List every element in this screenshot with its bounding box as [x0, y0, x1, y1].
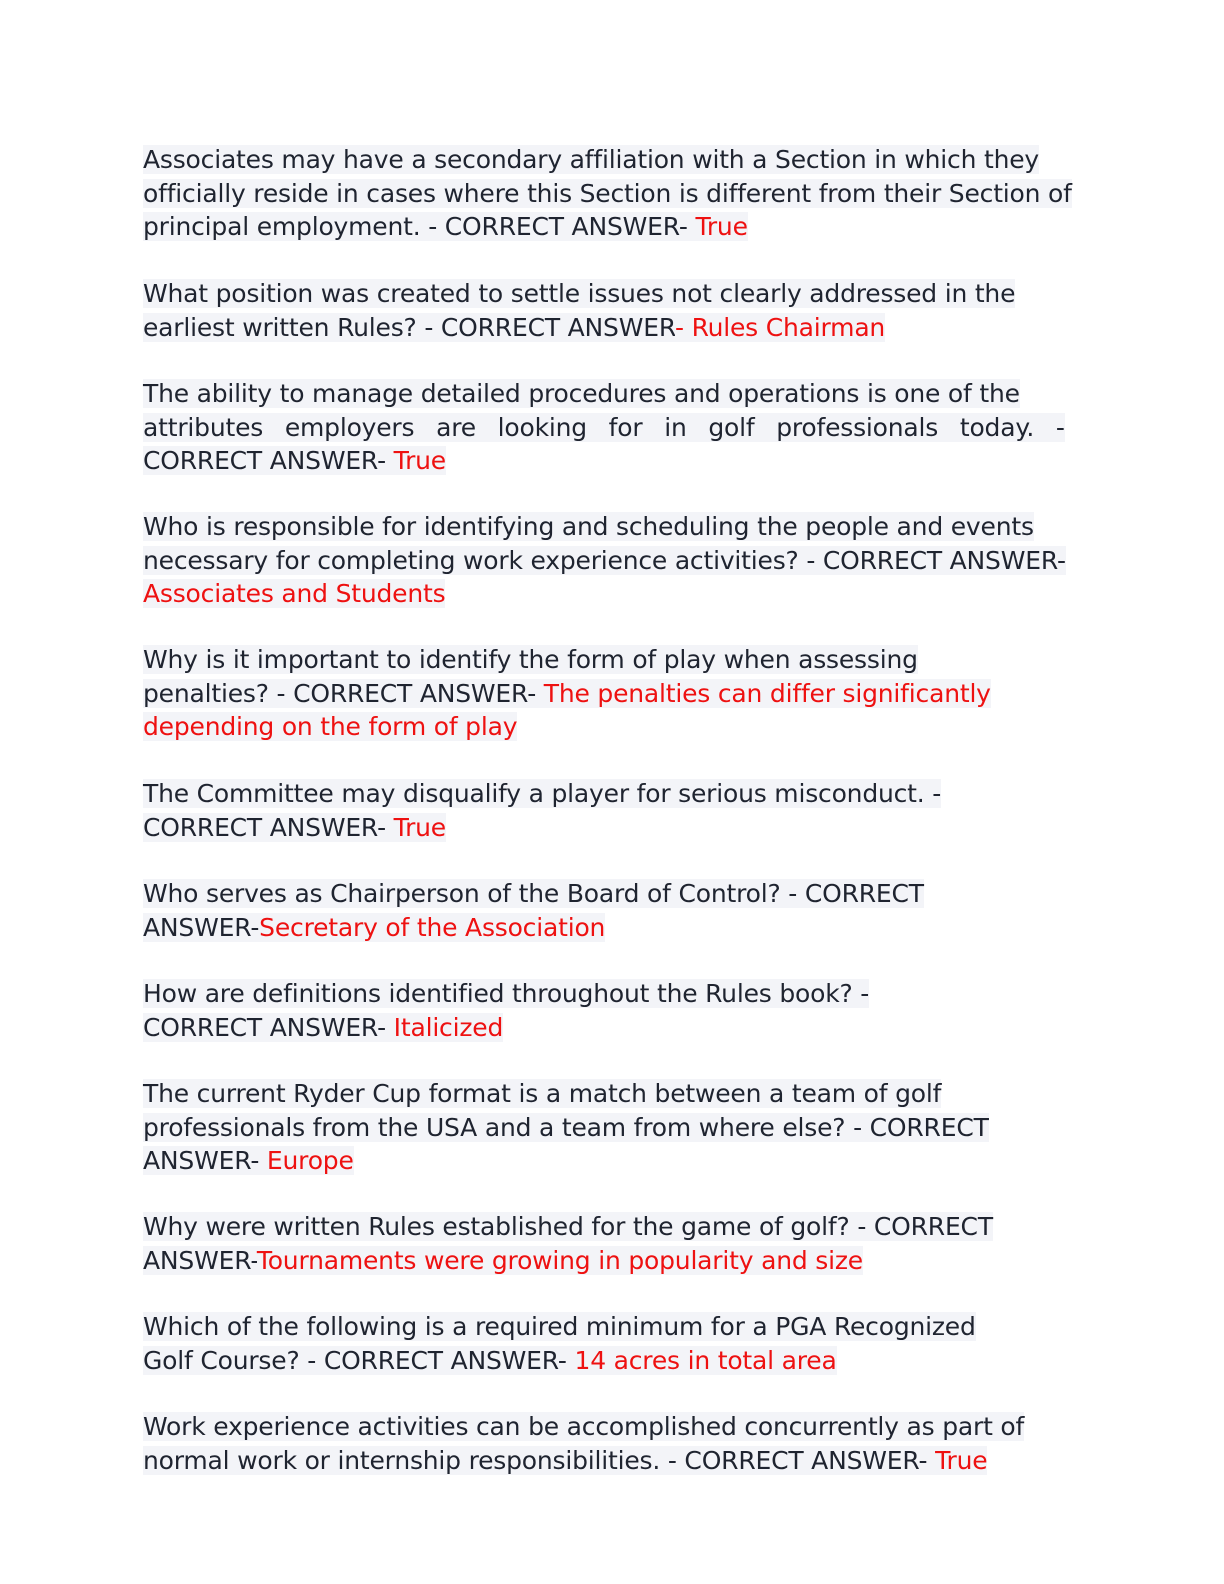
question-text: earliest written Rules? - CORRECT ANSWER: [143, 312, 675, 342]
qa-item-6: [143, 777, 941, 844]
answer-text: Associates and Students: [143, 579, 446, 608]
answer-text: True: [935, 1445, 988, 1475]
qa-item-12: [143, 1410, 1024, 1477]
question-text: Why were written Rules established for the game of golf? - CORRECT: [143, 1212, 993, 1241]
question-text: The Committee may disqualify a player for serious misconduct. -: [143, 779, 942, 808]
question-text: officially reside in cases where this Section is different from their Section of: [143, 178, 1072, 208]
question-text: CORRECT ANSWER-: [143, 812, 394, 842]
qa-item-10: [143, 1210, 993, 1277]
qa-line: [143, 544, 1066, 578]
question-text: principal employment. - CORRECT ANSWER-: [143, 212, 696, 241]
qa-line: [143, 710, 991, 744]
qa-line: [143, 1011, 869, 1045]
qa-line: [143, 510, 1066, 544]
question-text: Golf Course? - CORRECT ANSWER-: [143, 1345, 575, 1375]
qa-line: [143, 911, 924, 945]
question-text: attributes employers are looking for in golf professionals today. -: [143, 412, 1065, 442]
answer-text: depending on the form of play: [143, 712, 518, 741]
answer-text: True: [695, 212, 748, 241]
answer-text: The penalties can differ significantly: [543, 678, 991, 708]
answer-text: Secretary of the Association: [259, 912, 606, 942]
qa-line: [143, 1077, 989, 1111]
question-text: penalties? - CORRECT ANSWER-: [143, 678, 544, 708]
question-text: ANSWER-: [143, 1245, 257, 1275]
qa-item-4: [143, 510, 1066, 611]
qa-item-9: [143, 1077, 989, 1178]
qa-line: [143, 177, 1072, 211]
qa-item-1: [143, 143, 1072, 244]
qa-item-3: [143, 377, 1065, 478]
question-text: normal work or internship responsibilities. - CORRECT ANSWER-: [143, 1445, 936, 1475]
qa-item-7: [143, 877, 924, 944]
question-text: The ability to manage detailed procedures and operations is one of the: [143, 379, 1020, 408]
question-text: How are definitions identified throughout the Rules book? -: [143, 979, 870, 1008]
question-text: CORRECT ANSWER-: [143, 446, 394, 475]
question-text: Work experience activities can be accomplished concurrently as part of: [143, 1412, 1025, 1441]
question-text: Associates may have a secondary affiliation with a Section in which they: [143, 145, 1040, 174]
question-text: CORRECT ANSWER-: [143, 1012, 394, 1042]
qa-line: [143, 1310, 976, 1344]
qa-line: [143, 1410, 1024, 1444]
qa-line: [143, 677, 991, 711]
qa-line: [143, 643, 991, 677]
question-text: Who serves as Chairperson of the Board of Control? - CORRECT: [143, 879, 924, 908]
question-text: professionals from the USA and a team from where else? - CORRECT: [143, 1112, 989, 1142]
answer-text: True: [393, 812, 446, 842]
qa-line: [143, 143, 1072, 177]
qa-line: [143, 1144, 989, 1178]
qa-item-11: [143, 1310, 976, 1377]
qa-line: [143, 277, 1015, 311]
qa-line: [143, 210, 1072, 244]
qa-line: [143, 1444, 1024, 1478]
qa-line: [143, 1344, 976, 1378]
question-text: ANSWER-: [143, 1146, 267, 1175]
answer-text: 14 acres in total area: [574, 1345, 837, 1375]
qa-line: [143, 1244, 993, 1278]
qa-line: [143, 311, 1015, 345]
question-text: Why is it important to identify the form of play when assessing: [143, 645, 918, 674]
qa-line: [143, 1210, 993, 1244]
qa-item-8: [143, 977, 869, 1044]
qa-line: [143, 877, 924, 911]
qa-line: [143, 811, 941, 845]
question-text: necessary for completing work experience activities? - CORRECT ANSWER-: [143, 545, 1066, 575]
qa-line: [143, 411, 1065, 445]
question-text: Which of the following is a required minimum for a PGA Recognized: [143, 1312, 976, 1341]
qa-line: [143, 1111, 989, 1145]
question-text: The current Ryder Cup format is a match between a team of golf: [143, 1079, 942, 1108]
answer-text: Italicized: [393, 1012, 504, 1042]
question-text: ANSWER-: [143, 912, 260, 942]
answer-text: - Rules Chairman: [675, 312, 886, 342]
qa-line: [143, 377, 1031, 411]
answer-text: Tournaments were growing in popularity and size: [256, 1245, 863, 1275]
qa-item-5: [143, 643, 991, 744]
qa-line: [143, 777, 941, 811]
qa-line: [143, 977, 869, 1011]
qa-item-2: [143, 277, 1015, 344]
answer-text: True: [393, 446, 446, 475]
qa-line: [143, 444, 1065, 478]
qa-line: [143, 577, 1066, 611]
answer-text: Europe: [266, 1146, 354, 1175]
question-text: What position was created to settle issues not clearly addressed in the: [143, 279, 1016, 308]
question-text: Who is responsible for identifying and scheduling the people and events: [143, 512, 1034, 541]
